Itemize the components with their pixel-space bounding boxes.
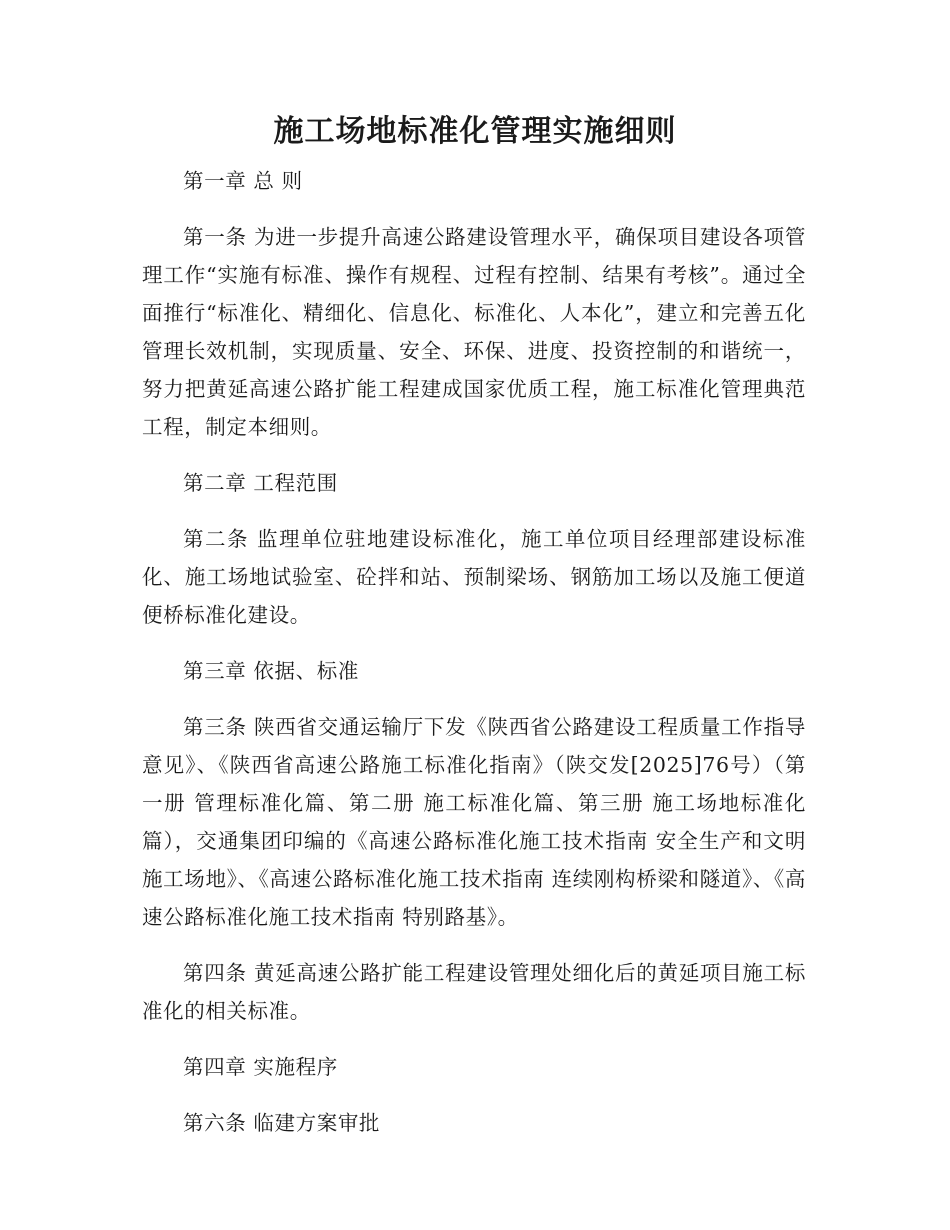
chapter-3-heading: 第三章 依据、标准 bbox=[183, 659, 359, 683]
document-body bbox=[142, 162, 806, 1160]
chapter-4-heading: 第四章 实施程序 bbox=[183, 1055, 338, 1079]
article-3: 第三条 陕西省交通运输厅下发《陕西省公路建设工程质量工作指导意见》、《陕西省高速公路施工标准化指南》（陕交发[2025]76号）（第一册 管理标准化篇、第二册 施工标准化篇、第三册 施工场地标准化篇），交通集团印编的《高速公路标准化施工技术指南 安全生产和文明施工场地》、《高速公路标准化施工技术指南 连续刚构桥梁和隧道》、《高速公路标准化施工技术指南 特别路基》。 bbox=[142, 715, 806, 929]
article-2: 第二条 监理单位驻地建设标准化，施工单位项目经理部建设标准化、施工场地试验室、砼拌和站、预制梁场、钢筋加工场以及施工便道便桥标准化建设。 bbox=[142, 527, 806, 627]
article-6-heading: 第六条 临建方案审批 bbox=[183, 1111, 381, 1135]
article-1: 第一条 为进一步提升高速公路建设管理水平，确保项目建设各项管理工作“实施有标准、操作有规程、过程有控制、结果有考核”。通过全面推行“标准化、精细化、信息化、标准化、人本化”，建立和完善五化管理长效机制，实现质量、安全、环保、进度、投资控制的和谐统一，努力把黄延高速公路扩能工程建成国家优质工程，施工标准化管理典范工程，制定本细则。 bbox=[142, 225, 806, 439]
document-title: 施工场地标准化管理实施细则 bbox=[273, 114, 677, 149]
article-4: 第四条 黄延高速公路扩能工程建设管理处细化后的黄延项目施工标准化的相关标准。 bbox=[142, 961, 806, 1023]
chapter-2-heading: 第二章 工程范围 bbox=[183, 471, 338, 495]
chapter-1-heading: 第一章 总 则 bbox=[183, 169, 303, 193]
